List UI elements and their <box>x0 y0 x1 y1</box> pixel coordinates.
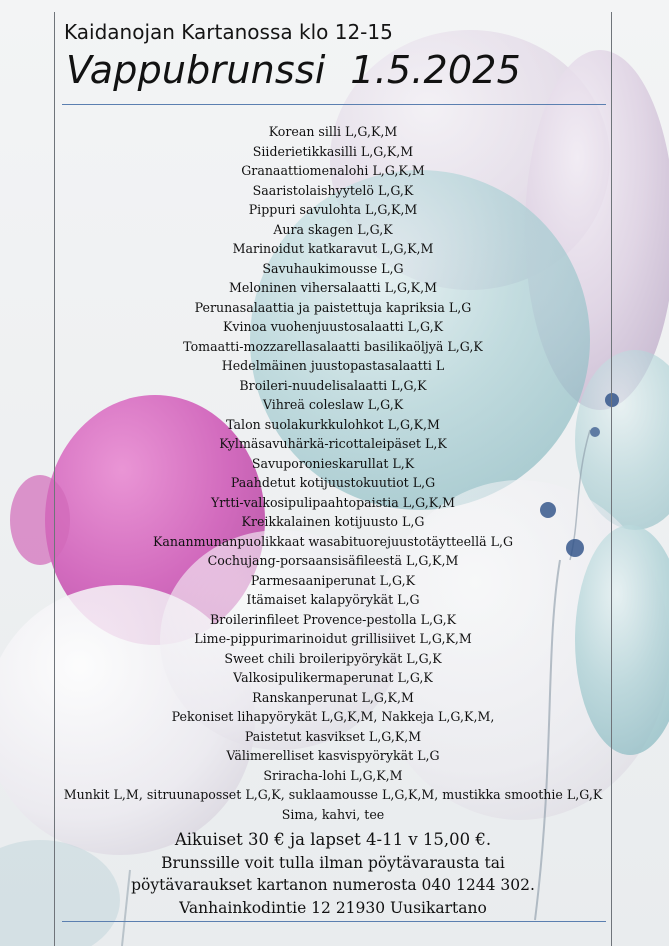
menu-item: Lime-pippurimarinoidut grillisiivet L,G,K,M <box>194 631 472 646</box>
menu-item: Broilerinfileet Provence-pestolla L,G,K <box>209 611 456 627</box>
footer-info <box>54 829 612 919</box>
footer-divider <box>62 921 606 922</box>
menu-item: Ranskanperunat L,G,K,M <box>252 689 414 705</box>
menu-item: Aura skagen L,G,K <box>273 221 393 237</box>
menu-item: Pippuri savulohta L,G,K,M <box>248 202 418 217</box>
booking-line-1: Brunssille voit tulla ilman pöytävarausta tai <box>161 853 505 872</box>
menu-item: Perunasalaattia ja paistettuja kapriksia L,G <box>194 299 472 315</box>
price-line: Aikuiset 30 € ja lapset 4-11 v 15,00 €. <box>174 830 492 849</box>
title-divider <box>62 104 606 105</box>
menu-item: Sweet chili broileripyörykät L,G,K <box>224 650 442 666</box>
venue-time-line: Kaidanojan Kartanossa klo 12-15 <box>64 20 393 44</box>
menu-item: Savuhaukimousse L,G <box>262 260 404 276</box>
menu-item: Sriracha-lohi L,G,K,M <box>263 767 403 783</box>
menu-item: Valkosipulikermaperunat L,G,K <box>233 670 433 685</box>
address-line: Vanhainkodintie 12 21930 Uusikartano <box>179 898 487 917</box>
menu-item: Itämaiset kalapyörykät L,G <box>246 592 420 607</box>
menu-list <box>54 122 612 824</box>
menu-item: Parmesaaniperunat L,G,K <box>250 572 416 588</box>
menu-item: Korean silli L,G,K,M <box>268 124 398 139</box>
menu-item: Hedelmäinen juustopastasalaatti L <box>221 358 445 373</box>
menu-item: Kylmäsavuhärkä-ricottaleipäset L,K <box>219 436 447 451</box>
menu-item: Paahdetut kotijuustokuutiot L,G <box>230 475 436 490</box>
menu-item: Cochujang-porsaansisäfileestä L,G,K,M <box>207 553 459 568</box>
booking-line-2: pöytävaraukset kartanon numerosta 040 1244 302. <box>131 876 535 894</box>
event-title: Vappubrunssi 1.5.2025 <box>66 48 522 92</box>
menu-item: Savuporonieskarullat L,K <box>251 455 415 471</box>
menu-item: Granaattiomenalohi L,G,K,M <box>241 163 425 178</box>
menu-item: Saaristolaishyytelö L,G,K <box>252 182 414 198</box>
menu-item: Vihreä coleslaw L,G,K <box>262 397 404 412</box>
menu-item: Talon suolakurkkulohkot L,G,K,M <box>226 416 440 432</box>
menu-item: Pekoniset lihapyörykät L,G,K,M, Nakkeja L,G,K,M, <box>171 709 495 724</box>
menu-item: Marinoidut katkaravut L,G,K,M <box>232 241 434 256</box>
menu-item: Kananmunanpuolikkaat wasabituorejuustotäytteellä L,G <box>152 533 514 549</box>
menu-item: Siiderietikkasilli L,G,K,M <box>252 143 414 159</box>
menu-item: Sima, kahvi, tee <box>281 806 385 822</box>
menu-item: Yrtti-valkosipulipaahtopaistia L,G,K,M <box>210 494 456 510</box>
menu-item: Broileri-nuudelisalaatti L,G,K <box>239 377 427 393</box>
menu-item: Tomaatti-mozzarellasalaatti basilikaöljyä L,G,K <box>183 338 483 354</box>
menu-item: Kreikkalainen kotijuusto L,G <box>241 514 425 529</box>
menu-item: Välimerelliset kasvispyörykät L,G <box>226 748 440 763</box>
menu-item: Paistetut kasvikset L,G,K,M <box>244 728 422 744</box>
menu-item: Kvinoa vuohenjuustosalaatti L,G,K <box>222 319 444 334</box>
menu-item: Munkit L,M, sitruunaposset L,G,K, suklaamousse L,G,K,M, mustikka smoothie L,G,K <box>63 787 603 802</box>
menu-item: Meloninen vihersalaatti L,G,K,M <box>229 280 437 295</box>
